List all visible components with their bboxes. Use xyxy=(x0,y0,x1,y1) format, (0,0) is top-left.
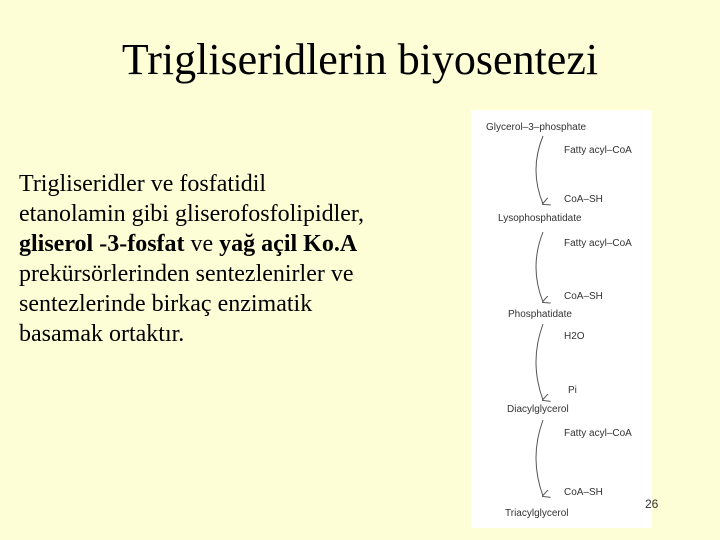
pathway-diagram xyxy=(471,110,652,528)
pathway-arrow-1 xyxy=(536,136,543,204)
label-triacylglycerol: Triacylglycerol xyxy=(505,508,569,519)
label-fatty-acyl-coa-3: Fatty acyl–CoA xyxy=(564,428,632,439)
label-h2o: H2O xyxy=(564,331,585,342)
label-fatty-acyl-coa-1: Fatty acyl–CoA xyxy=(564,145,632,156)
label-phosphatidate: Phosphatidate xyxy=(508,309,572,320)
label-pi: Pi xyxy=(568,385,577,396)
label-glycerol-3-phosphate: Glycerol–3–phosphate xyxy=(486,122,587,133)
label-coa-sh-2: CoA–SH xyxy=(564,291,603,302)
pathway-arrow-3 xyxy=(536,324,543,400)
body-paragraph xyxy=(19,169,364,349)
label-coa-sh-1: CoA–SH xyxy=(564,194,603,205)
label-fatty-acyl-coa-2: Fatty acyl–CoA xyxy=(564,238,632,249)
body-text-part1: Trigliseridler ve fosfatidil etanolamin gibi gliserofosfolipidler, xyxy=(19,171,364,227)
body-bold-glycerol-3-phosphate: gliserol -3-fosfat xyxy=(19,231,185,257)
page-number: 26 xyxy=(645,497,659,511)
body-text-part3: prekürsörlerinden sentezlenirler ve sentezlerinde birkaç enzimatik basamak ortaktır. xyxy=(19,261,354,347)
label-diacylglycerol: Diacylglycerol xyxy=(507,404,569,415)
label-lysophosphatidate: Lysophosphatidate xyxy=(498,213,582,224)
body-bold-fatty-acyl-coa: yağ açil Ko.A xyxy=(219,231,358,257)
label-coa-sh-3: CoA–SH xyxy=(564,487,603,498)
pathway-arrow-4 xyxy=(536,420,543,496)
slide-title: Trigliseridlerin biyosentezi xyxy=(121,35,599,84)
body-text-part2: ve xyxy=(184,231,220,257)
pathway-arrow-2 xyxy=(536,232,543,302)
